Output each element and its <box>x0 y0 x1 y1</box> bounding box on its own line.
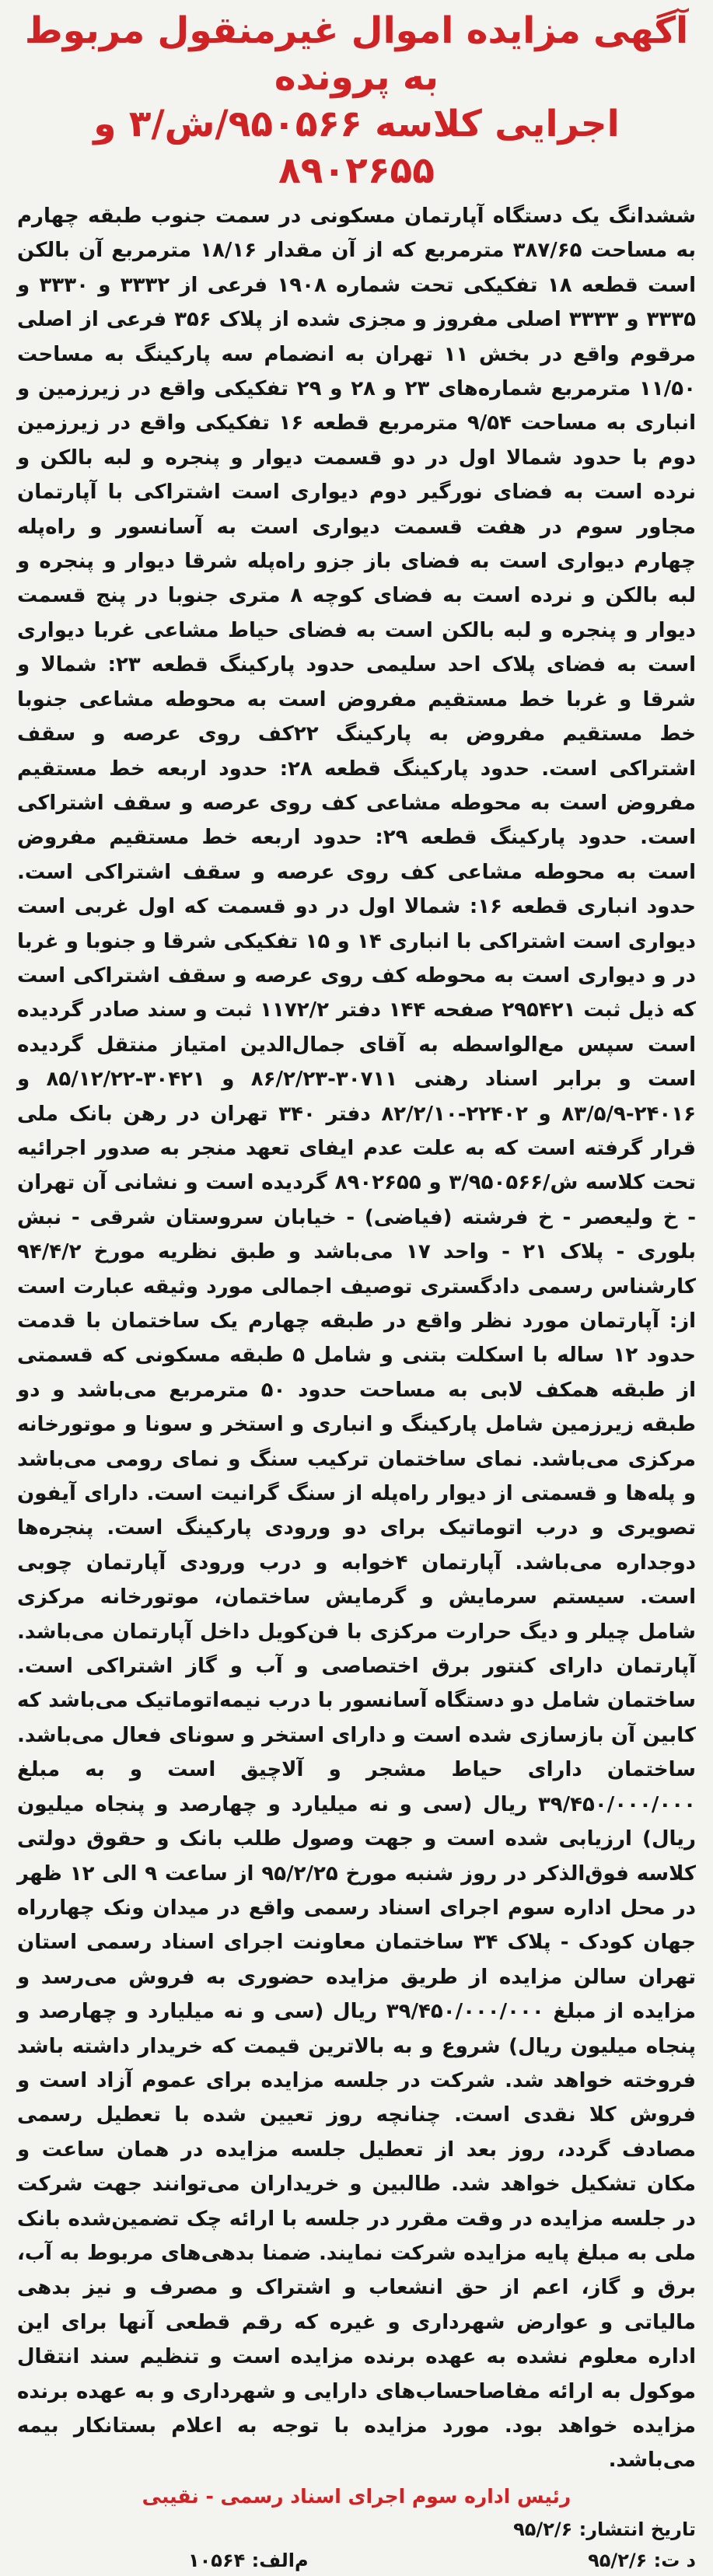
notice-title <box>17 8 696 194</box>
notice-title-line2: اجرایی کلاسه ۹۵۰۵۶۶/ش/۳ و ۸۹۰۲۶۵۵ <box>93 103 620 192</box>
malef-number: م‌الف: ۱۰۵۶۴ <box>188 2549 309 2571</box>
publish-date: تاریخ انتشار: ۹۵/۲/۶ <box>513 2518 696 2540</box>
notice-signature: رئیس اداره سوم اجرای اسناد رسمی - نقیبی <box>142 2484 571 2508</box>
notice-title-line1: آگهی مزایده اموال غیرمنقول مربوط به پرونده <box>24 9 689 99</box>
notice-footer <box>17 2514 696 2576</box>
dt-date: د ت: ۹۵/۲/۶ <box>588 2549 696 2571</box>
notice-body: ششدانگ یک دستگاه آپارتمان مسکونی در سمت جنوب طبقه چهارم به مساحت ۳۸۷/۶۵ مترمربع که از آن مقدار ۱۸/۱۶ مترمربع آن بالکن است قطعه ۱۸ تفکیکی تحت شماره ۱۹۰۸ فرعی از ۳۳۳۲ و ۳۳۳۰ و ۳۳۳۵ و ۳۳۳۳ اصلی مفروز و مجزی شده از پلاک ۳۵۶ فرعی از اصلی مرقوم واقع در بخش ۱۱ تهران به انضمام سه پارکینگ به مساحت ۱۱/۵۰ مترمربع شماره‌های ۲۳ و ۲۸ و ۲۹ تفکیکی واقع در زیرزمین و انباری به مساحت ۹/۵۴ مترمربع قطعه ۱۶ تفکیکی واقع در زیرزمین دوم با حدود شمالا اول در دو قسمت دیوار و پنجره و لبه بالکن و نرده است به فضای نورگیر دوم دیواری است اشتراکی با آپارتمان مجاور سوم در هفت قسمت دیواری است به آسانسور و راه‌پله چهارم دیواری است به فضای باز جزو راه‌پله شرقا دیوار و پنجره و لبه بالکن و نرده است به فضای کوچه ۸ متری جنوبا در پنج قسمت دیوار و پنجره و لبه بالکن است به فضای حیاط مشاعی غربا دیواری است به فضای پلاک احد سلیمی حدود پارکینگ قطعه ۲۳: شمالا و شرقا و غربا خط مستقیم مفروض است به محوطه مشاعی جنوبا خط مستقیم مفروض به پارکینگ ۲۲کف روی عرصه و سقف اشتراکی است. حدود پارکینگ قطعه ۲۸: حدود اربعه خط مستقیم مفروض است به محوطه مشاعی کف روی عرصه و سقف اشتراکی است. حدود پارکینگ قطعه ۲۹: حدود اربعه خط مستقیم مفروض است به محوطه مشاعی کف روی عرصه و سقف اشتراکی است. حدود انباری قطعه ۱۶: شمالا اول در دو قسمت که اول غربی است دیواری است اشتراکی با انباری ۱۴ و ۱۵ تفکیکی شرقا و جنوبا و غربا در و دیواری است به محوطه کف روی عرصه و سقف اشتراکی است که ذیل ثبت ۲۹۵۴۲۱ صفحه ۱۴۴ دفتر ۱۱۷۲/۲ ثبت و سند صادر گردیده است سپس مع‌الواسطه به آقای جمال‌الدین امتیاز منتقل گردیده است و برابر اسناد رهنی ۳۰۷۱۱-۸۶/۲/۲۳ و ۳۰۴۲۱-۸۵/۱۲/۲۲ و ۲۴۰۱۶-۸۳/۵/۹ و ۲۲۴۰۲-۸۲/۲/۱۰ دفتر ۳۴۰ تهران در رهن بانک ملی قرار گرفته است که به علت عدم ایفای تعهد منجر به صدور اجرائیه تحت کلاسه ش/۳/۹۵۰۵۶۶ و ۸۹۰۲۶۵۵ گردیده است و نشانی آن تهران - خ ولیعصر - خ فرشته (فیاضی) - خیابان سروستان شرقی - نبش بلوری - پلاک ۲۱ - واحد ۱۷ می‌باشد و طبق نظریه مورخ ۹۴/۴/۲ کارشناس رسمی دادگستری توصیف اجمالی مورد وثیقه عبارت است از: آپارتمان مورد نظر واقع در طبقه چهارم یک ساختمان با قدمت حدود ۱۲ ساله با اسکلت بتنی و شامل ۵ طبقه مسکونی که قسمتی از طبقه همکف لابی به مساحت حدود ۵۰ مترمربع می‌باشد و دو طبقه زیرزمین شامل پارکینگ و انباری و استخر و سونا و موتورخانه مرکزی می‌باشد. نمای ساختمان ترکیب سنگ و نمای رومی می‌باشد و پله‌ها و قسمتی از دیوار راه‌پله از سنگ گرانیت است. دارای آیفون تصویری و درب اتوماتیک برای دو ورودی پارکینگ است. پنجره‌ها دوجداره می‌باشد. آپارتمان ۴خوابه و درب ورودی آپارتمان چوبی است. سیستم سرمایش و گرمایش ساختمان، موتورخانه مرکزی شامل چیلر و دیگ حرارت مرکزی با فن‌کویل داخل آپارتمان می‌باشد. آپارتمان دارای کنتور برق اختصاصی و آب و گاز اشتراکی است. ساختمان شامل دو دستگاه آسانسور با درب نیمه‌اتوماتیک می‌باشد که کابین آن بازسازی شده است و دارای استخر و سونای فعال می‌باشد. ساختمان دارای حیاط مشجر و آلاچیق است و به مبلغ ۳۹/۴۵۰/۰۰۰/۰۰۰ ریال (سی و نه میلیارد و چهارصد و پنجاه میلیون ریال) ارزیابی شده است و جهت وصول طلب بانک و حقوق دولتی کلاسه فوق‌الذکر در روز شنبه مورخ ۹۵/۲/۲۵ از ساعت ۹ الی ۱۲ ظهر در محل اداره سوم اجرای اسناد رسمی واقع در میدان ونک چهارراه جهان کودک - پلاک ۳۴ ساختمان معاونت اجرای اسناد رسمی استان تهران سالن مزایده از طریق مزایده حضوری به فروش می‌رسد و مزایده از مبلغ ۳۹/۴۵۰/۰۰۰/۰۰۰ ریال (سی و نه میلیارد و چهارصد و پنجاه میلیون ریال) شروع و به بالاترین قیمت که خریدار داشته باشد فروخته خواهد شد. شرکت در جلسه مزایده برای عموم آزاد است و فروش کلا نقدی است. چنانچه روز تعیین شده با تعطیل رسمی مصادف گردد، روز بعد از تعطیل جلسه مزایده در همان ساعت و مکان تشکیل خواهد شد. طالبین و خریداران می‌توانند جهت شرکت در جلسه مزایده در وقت مقرر در جلسه با ارائه چک تضمین‌شده بانک ملی به مبلغ پایه مزایده شرکت نمایند. ضمنا بدهی‌های مربوط به آب، برق و گاز، اعم از حق انشعاب و اشتراک و مصرف و نیز بدهی مالیاتی و عوارض شهرداری و غیره که رقم قطعی آنها برای این اداره معلوم نشده به عهده برنده مزایده است و تنظیم سند انتقال موکول به ارائه مفاصاحساب‌های دارایی و شهرداری و به عهده برنده مزایده خواهد بود. مورد مزایده با توجه به اعلام بستانکار بیمه می‌باشد. <box>17 204 697 2473</box>
